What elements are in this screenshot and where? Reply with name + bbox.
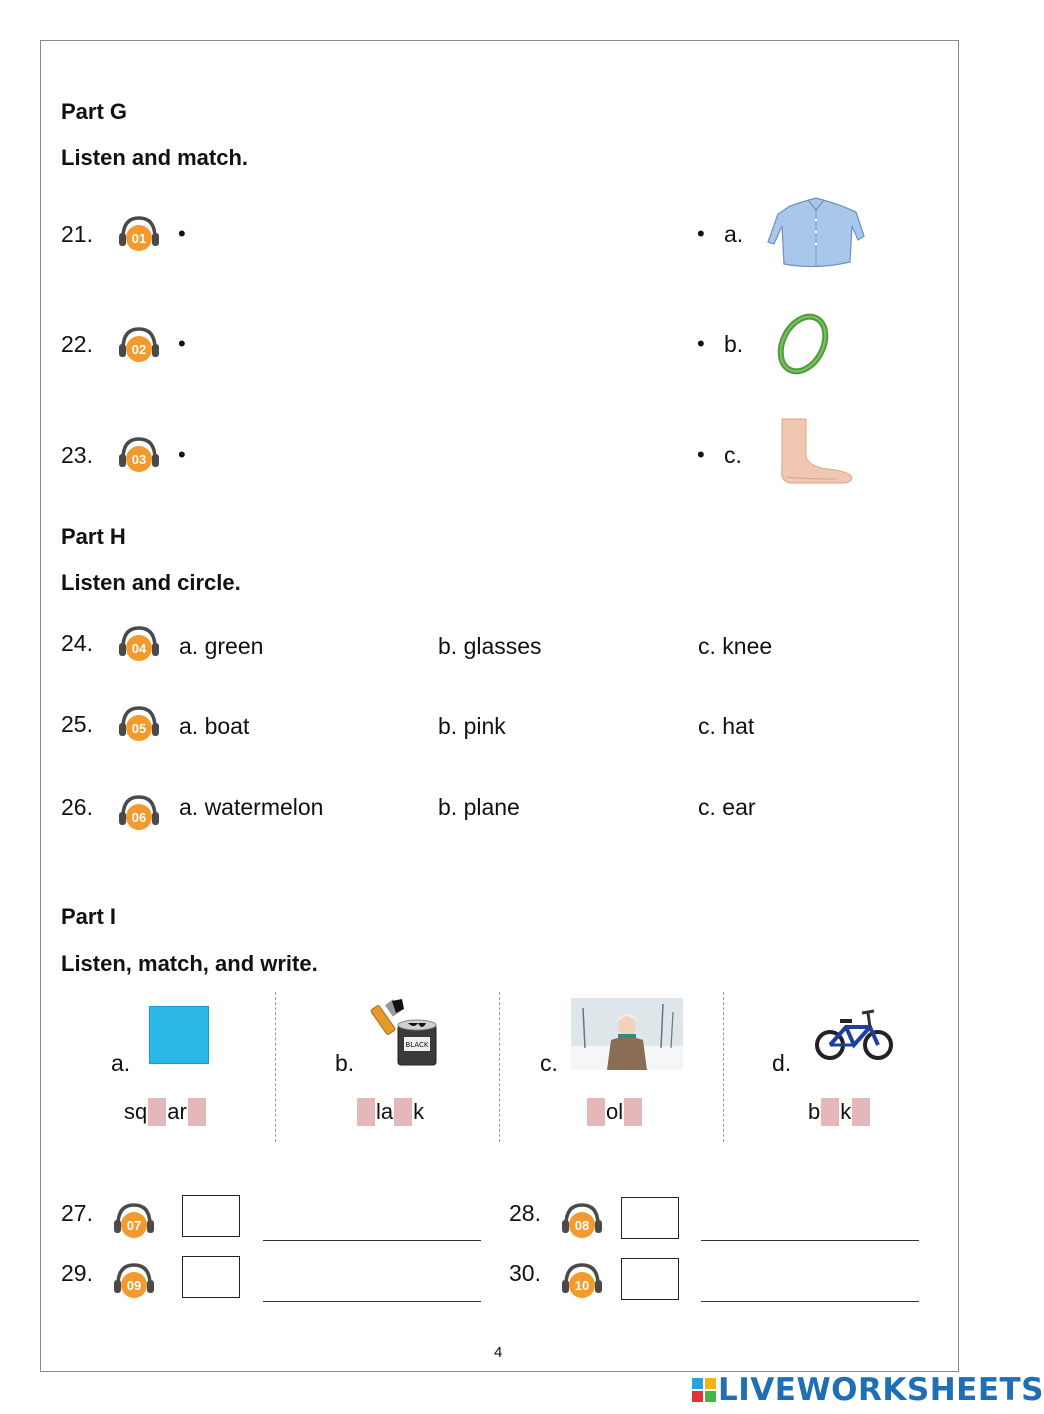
match-label-a: a. [724,221,744,247]
option-26a[interactable]: a. watermelon [179,794,324,820]
headphone-icon[interactable] [117,214,161,254]
snow-girl-picture [571,998,683,1070]
headphone-icon[interactable] [117,704,161,744]
liveworksheets-logo-icon [692,1378,716,1402]
liveworksheets-logo[interactable]: LIVEWORKSHEETS [718,1372,1044,1408]
headphone-icon[interactable] [112,1261,156,1301]
card-b-label: b. [335,1050,355,1076]
match-dot-left[interactable]: • [178,442,186,467]
part-h-instruction: Listen and circle. [61,570,241,595]
answer-write-line-29[interactable] [263,1301,481,1302]
card-divider [275,992,276,1142]
part-g-title: Part G [61,99,128,124]
track-number: 01 [131,231,147,246]
question-27-number: 27. [61,1200,93,1226]
word-part: k [413,1099,425,1124]
answer-letter-box-27[interactable] [182,1195,240,1237]
option-25b[interactable]: b. pink [438,713,506,739]
match-label-c: c. [724,442,742,468]
question-23-number: 23. [61,442,93,468]
answer-letter-box-29[interactable] [182,1256,240,1298]
part-g-instruction: Listen and match. [61,145,249,170]
card-divider [723,992,724,1142]
card-a-label: a. [111,1050,131,1076]
track-number: 03 [131,452,147,467]
card-divider [499,992,500,1142]
part-i-instruction: Listen, match, and write. [61,951,318,976]
track-number: 06 [131,810,147,825]
part-h-title: Part H [61,524,126,549]
question-24-number: 24. [61,630,93,656]
headphone-icon[interactable] [117,435,161,475]
headphone-icon[interactable] [117,624,161,664]
word-part: ol [606,1099,624,1124]
option-24b[interactable]: b. glasses [438,633,542,659]
svg-text:BLACK: BLACK [405,1041,429,1049]
track-number: 09 [126,1278,142,1293]
option-25a[interactable]: a. boat [179,713,250,739]
track-number: 08 [574,1218,590,1233]
match-label-b: b. [724,331,744,357]
paint-can-picture [368,999,440,1069]
letter-blank[interactable] [587,1098,605,1126]
answer-letter-box-28[interactable] [621,1197,679,1239]
track-number: 07 [126,1218,142,1233]
match-dot-right[interactable]: • [697,331,705,356]
bicycle-picture [814,1005,894,1063]
card-c-label: c. [540,1050,558,1076]
headphone-icon[interactable] [560,1201,604,1241]
card-c-word [586,1098,643,1126]
option-26c[interactable]: c. ear [698,794,756,820]
option-24a[interactable]: a. green [179,633,264,659]
letter-blank[interactable] [148,1098,166,1126]
letter-blank[interactable] [852,1098,870,1126]
option-25c[interactable]: c. hat [698,713,755,739]
answer-write-line-30[interactable] [701,1301,919,1302]
card-d-label: d. [772,1050,792,1076]
match-dot-left[interactable]: • [178,331,186,356]
answer-write-line-27[interactable] [263,1240,481,1241]
word-part: k [840,1099,852,1124]
track-number: 10 [574,1278,590,1293]
answer-write-line-28[interactable] [701,1240,919,1241]
letter-blank[interactable] [188,1098,206,1126]
headphone-icon[interactable] [560,1261,604,1301]
match-dot-right[interactable]: • [697,221,705,246]
track-number: 05 [131,721,147,736]
track-number: 02 [131,342,147,357]
ring-picture [772,310,834,378]
match-dot-left[interactable]: • [178,221,186,246]
word-part: ar [167,1099,187,1124]
card-d-word [808,1098,871,1126]
question-28-number: 28. [509,1200,541,1226]
card-a-word [124,1098,207,1126]
question-21-number: 21. [61,221,93,247]
letter-blank[interactable] [821,1098,839,1126]
question-25-number: 25. [61,711,93,737]
answer-letter-box-30[interactable] [621,1258,679,1300]
headphone-icon[interactable] [117,793,161,833]
option-24c[interactable]: c. knee [698,633,773,659]
blue-square-picture [149,1006,209,1064]
match-dot-right[interactable]: • [697,442,705,467]
letter-blank[interactable] [394,1098,412,1126]
word-part: la [376,1099,394,1124]
track-number: 04 [131,641,147,656]
headphone-icon[interactable] [117,325,161,365]
letter-blank[interactable] [624,1098,642,1126]
card-b-word [356,1098,424,1126]
page-number: 4 [494,1344,503,1361]
word-part: sq [124,1099,148,1124]
question-22-number: 22. [61,331,93,357]
headphone-icon[interactable] [112,1201,156,1241]
question-26-number: 26. [61,794,93,820]
foot-picture [776,417,856,487]
letter-blank[interactable] [357,1098,375,1126]
question-30-number: 30. [509,1260,541,1286]
question-29-number: 29. [61,1260,93,1286]
part-i-title: Part I [61,904,117,929]
option-26b[interactable]: b. plane [438,794,520,820]
word-part: b [808,1099,821,1124]
shirt-picture [764,196,868,270]
